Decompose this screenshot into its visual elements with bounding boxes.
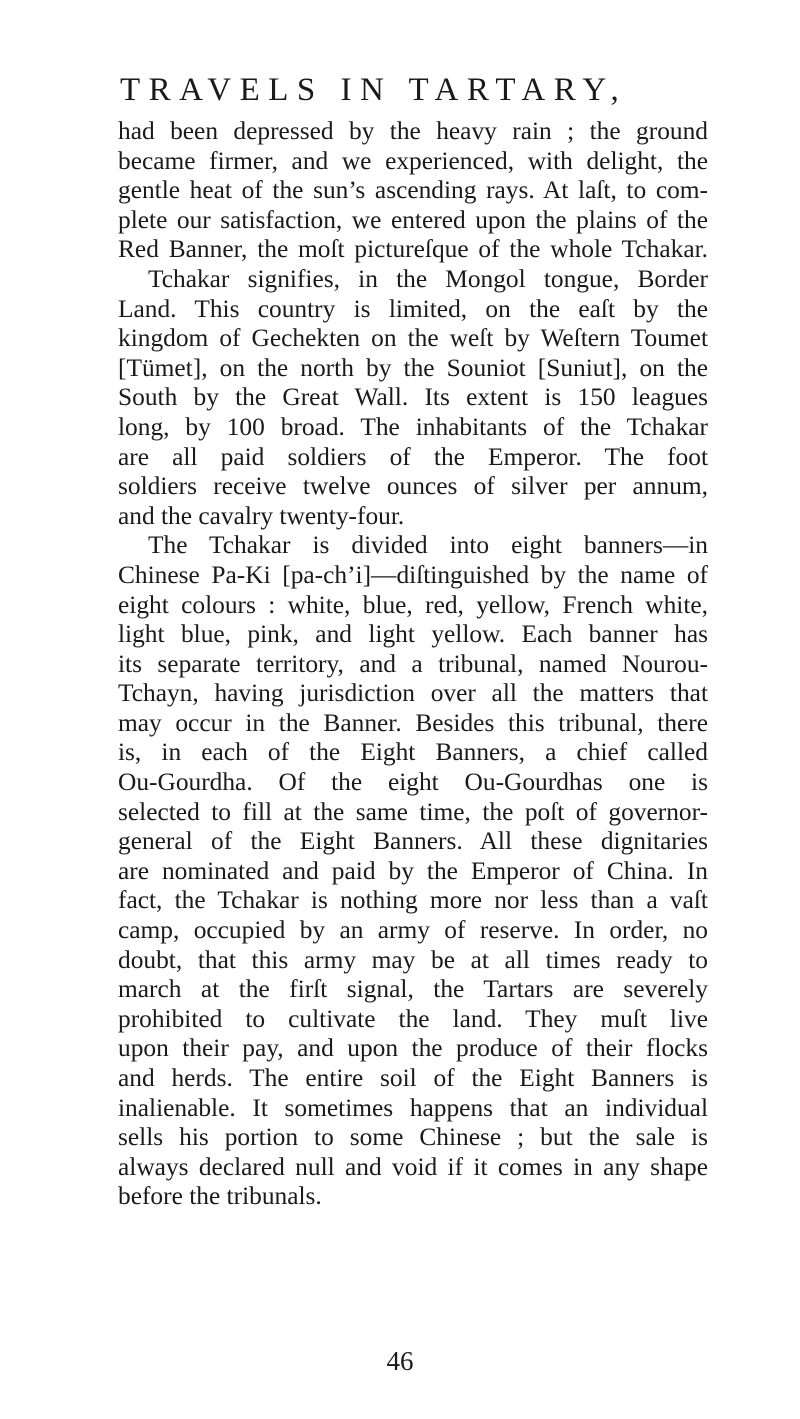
text-line: camp, occupied by an army of reserve. In order, no <box>118 916 708 945</box>
text-line: and herds. The entire soil of the Eight Banners is <box>118 1064 708 1092</box>
text-line: are nominated and paid by the Emperor of China. In <box>118 856 708 885</box>
text-line: kingdom of Gechekten on the weſt by Weſtern Toumet <box>118 324 708 353</box>
text-line: Chinese Pa-Ki [pa-ch’i]—diſtinguished by the name of <box>118 560 708 589</box>
text-line: upon their pay, and upon the produce of their flocks <box>118 1034 708 1063</box>
text-line: fact, the Tchakar is nothing more nor less than a vaſt <box>118 886 708 915</box>
text-line: Tchakar signifies, in the Mongol tongue, Border <box>148 264 708 293</box>
text-line: its separate territory, and a tribunal, named Nourou- <box>118 649 708 678</box>
text-line: may occur in the Banner. Besides this tribunal, there <box>118 708 708 737</box>
text-line: Red Banner, the moſt pictureſque of the whole Tchakar. <box>118 235 708 264</box>
text-line: had been depressed by the heavy rain ; the ground <box>118 117 708 145</box>
running-head: TRAVELS IN TARTARY, <box>120 72 628 108</box>
text-line: eight colours : white, blue, red, yellow, French white, <box>118 590 708 619</box>
text-line: inalienable. It sometimes happens that an individual <box>118 1093 708 1122</box>
text-line: Ou-Gourdha. Of the eight Ou-Gourdhas one is <box>118 768 708 797</box>
text-line: always declared null and void if it comes in any shape <box>118 1152 708 1181</box>
text-line: long, by 100 broad. The inhabitants of the Tchakar <box>118 412 708 441</box>
text-line: Tchayn, having jurisdiction over all the matters that <box>118 679 708 708</box>
text-line: doubt, that this army may be at all times ready to <box>118 945 708 974</box>
text-line: prohibited to cultivate the land. They muſt live <box>118 1004 708 1033</box>
text-line: selected to fill at the same time, the poſt of governor- <box>118 797 708 826</box>
text-line: [Tümet], on the north by the Souniot [Suniut], on the <box>118 353 708 382</box>
text-line: plete our satisfaction, we entered upon the plains of the <box>118 205 708 234</box>
text-line: are all paid soldiers of the Emperor. The foot <box>118 442 708 471</box>
text-line: before the tribunals. <box>118 1182 322 1211</box>
text-line: light blue, pink, and light yellow. Each banner has <box>118 620 708 649</box>
text-line: is, in each of the Eight Banners, a chief called <box>118 738 708 767</box>
text-line: general of the Eight Banners. All these dignitaries <box>118 827 708 856</box>
text-line: sells his portion to some Chinese ; but the sale is <box>118 1123 708 1152</box>
text-line: and the cavalry twenty-four. <box>118 501 405 530</box>
text-line: march at the firſt signal, the Tartars are severely <box>118 975 708 1004</box>
text-line: South by the Great Wall. Its extent is 150 leagues <box>118 383 708 412</box>
page-number: 46 <box>386 1346 414 1376</box>
text-line: became firmer, and we experienced, with delight, the <box>118 146 708 175</box>
text-line: soldiers receive twelve ounces of silver per annum, <box>118 472 708 501</box>
body-text <box>118 117 708 1212</box>
text-line: Land. This country is limited, on the eaſt by the <box>118 294 708 323</box>
text-line: The Tchakar is divided into eight banners—in <box>148 531 708 560</box>
text-line: gentle heat of the sun’s ascending rays. At laſt, to com- <box>118 176 708 205</box>
